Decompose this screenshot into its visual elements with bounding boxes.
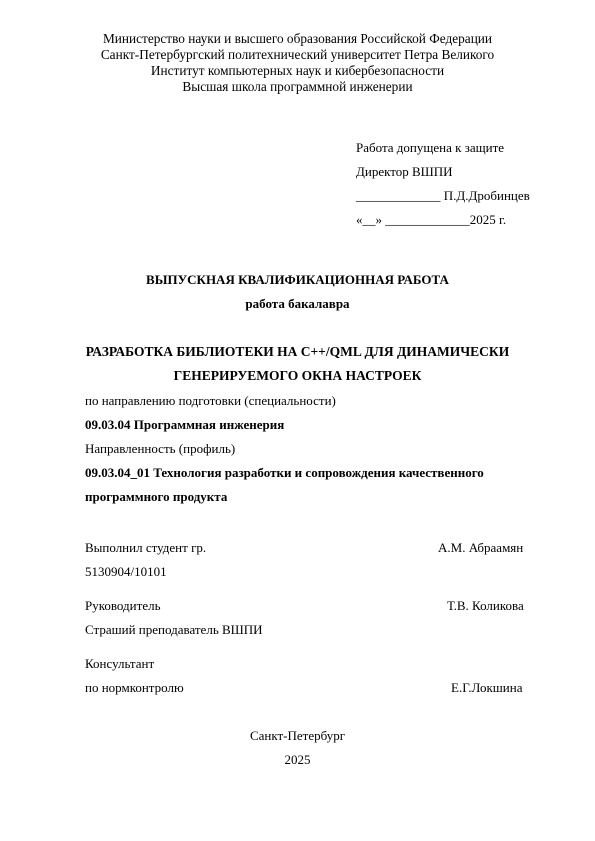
approval-admitted: Работа допущена к защите [356, 140, 505, 155]
profile-label: Направленность (профиль) [85, 441, 236, 456]
consultant-name: Е.Г.Локшина [451, 680, 523, 695]
degree-subtitle: работа бакалавра [245, 296, 350, 311]
school-line: Высшая школа программной инженерии [182, 79, 413, 94]
supervisor-name: Т.В. Коликова [447, 598, 524, 613]
student-label: Выполнил студент гр. [85, 540, 207, 555]
consultant-label: Консультант [85, 656, 155, 671]
institute-line: Институт компьютерных наук и кибербезопасности [150, 63, 445, 78]
topic-line-2: ГЕНЕРИРУЕМОГО ОКНА НАСТРОЕК [173, 368, 422, 383]
student-group: 5130904/10101 [85, 564, 167, 579]
ministry-line: Министерство науки и высшего образования Российской Федерации [102, 31, 493, 46]
direction-value: 09.03.04 Программная инженерия [85, 417, 285, 432]
approval-signature: _____________ П.Д.Дробинцев [356, 188, 530, 203]
approval-date: «__» _____________2025 г. [356, 212, 507, 227]
university-line: Санкт-Петербургский политехнический университет Петра Великого [100, 47, 495, 62]
topic-line-1: РАЗРАБОТКА БИБЛИОТЕКИ НА C++/QML ДЛЯ ДИНАМИЧЕСКИ [85, 344, 510, 359]
footer-city: Санкт-Петербург [249, 728, 346, 743]
student-name: А.М. Абраамян [438, 540, 524, 555]
supervisor-label: Руководитель [85, 598, 161, 613]
work-type-title: ВЫПУСКНАЯ КВАЛИФИКАЦИОННАЯ РАБОТА [146, 272, 449, 287]
consultant-sub: по нормконтролю [85, 680, 184, 695]
supervisor-position: Страший преподаватель ВШПИ [85, 622, 263, 637]
footer-year: 2025 [284, 752, 311, 767]
direction-label: по направлению подготовки (специальности) [85, 393, 336, 408]
profile-value-line-1: 09.03.04_01 Технология разработки и сопровождения качественного [85, 465, 484, 480]
profile-value-line-2: программного продукта [85, 489, 228, 504]
approval-position: Директор ВШПИ [356, 164, 453, 179]
